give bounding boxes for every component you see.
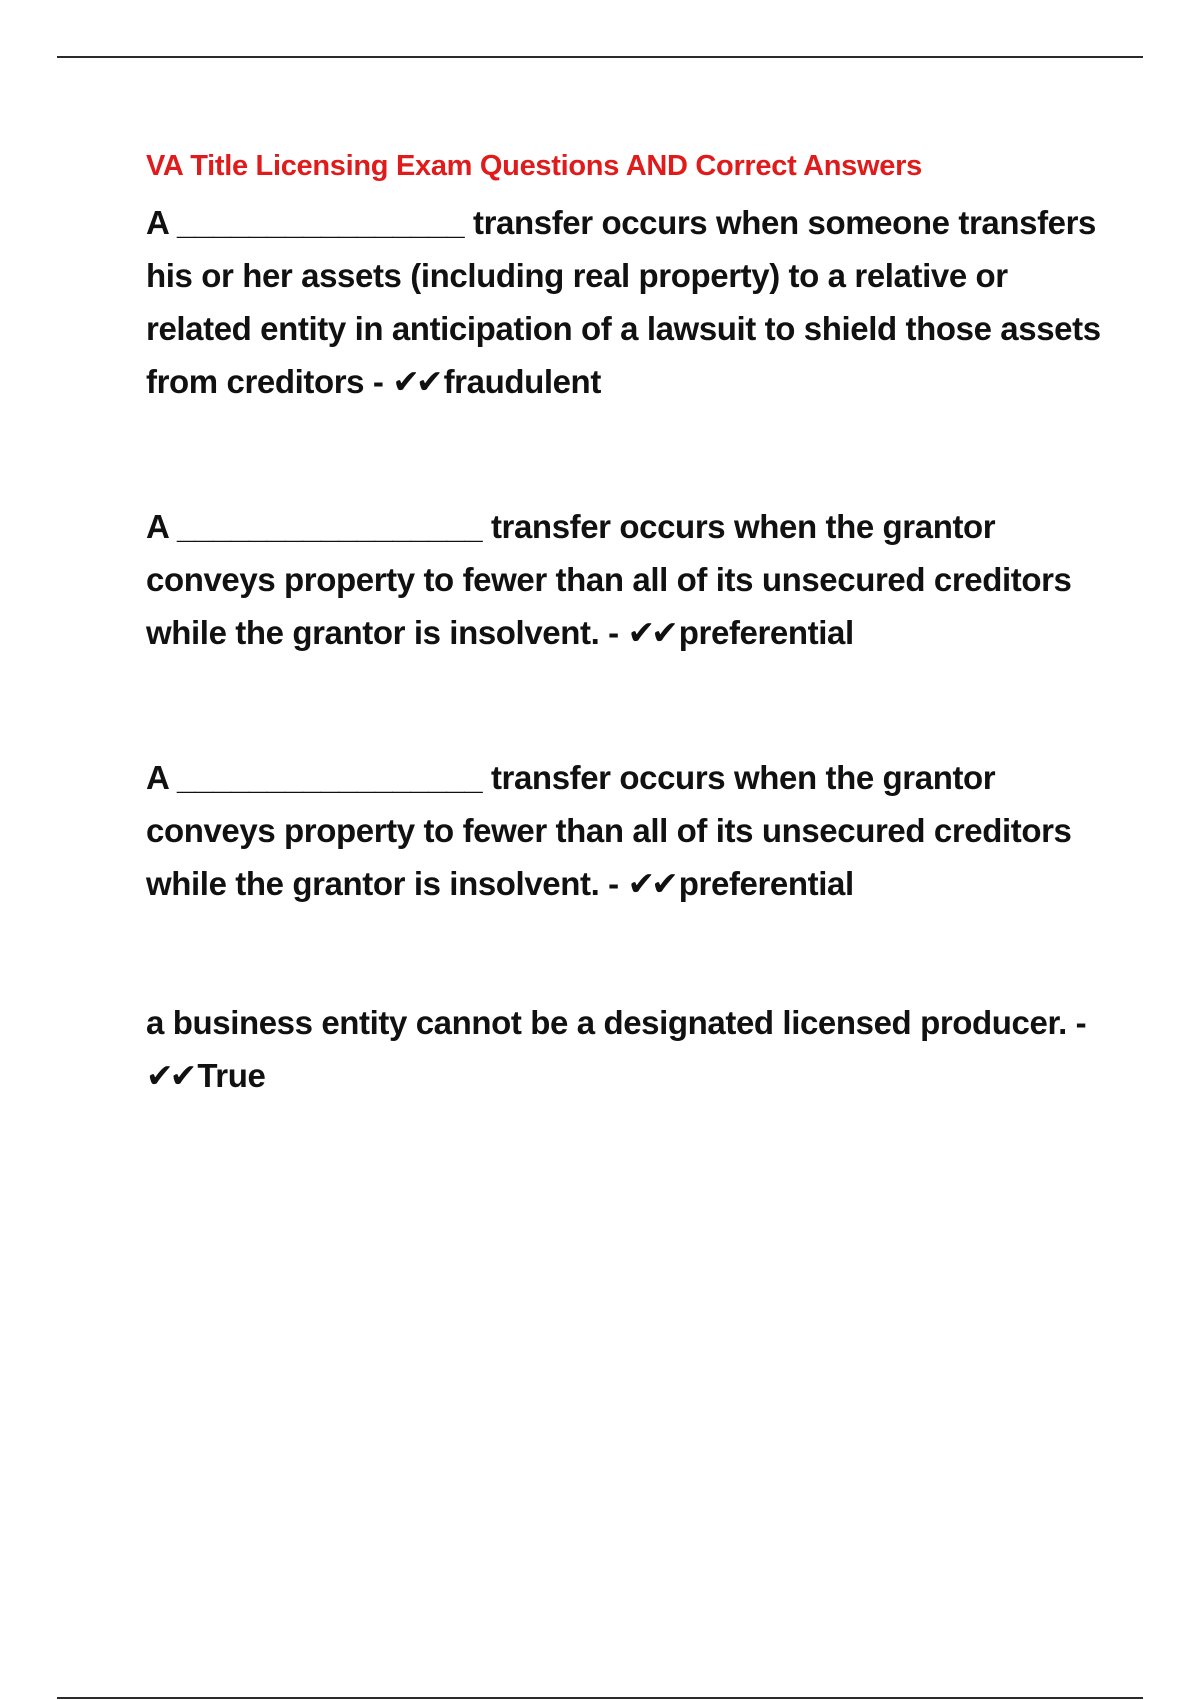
answer-text: True bbox=[197, 1057, 266, 1094]
document-title: VA Title Licensing Exam Questions AND Correct Answers bbox=[146, 150, 922, 182]
qa-item-4 bbox=[146, 996, 1106, 1102]
document-body bbox=[146, 146, 1106, 1102]
footer-rule bbox=[57, 1697, 1143, 1699]
double-check-icon: ✔✔ bbox=[627, 613, 675, 652]
question-text: A _________________ transfer occurs when the grantor conveys property to fewer than all of its unsecured creditors while the grantor is insolvent. - bbox=[146, 759, 1072, 902]
answer-text: fraudulent bbox=[443, 363, 601, 400]
answer-text: preferential bbox=[678, 614, 854, 651]
answer-text: preferential bbox=[678, 865, 854, 902]
question-text: A ________________ transfer occurs when someone transfers his or her assets (including real property) to a relative or related entity in anticipation of a lawsuit to shield those assets from creditors - bbox=[146, 204, 1101, 400]
qa-item-3 bbox=[146, 751, 1106, 910]
qa-item-1 bbox=[146, 196, 1106, 408]
double-check-icon: ✔✔ bbox=[146, 1056, 194, 1095]
double-check-icon: ✔✔ bbox=[392, 362, 440, 401]
question-text: a business entity cannot be a designated licensed producer. - bbox=[146, 1004, 1087, 1041]
double-check-icon: ✔✔ bbox=[627, 864, 675, 903]
question-text: A _________________ transfer occurs when the grantor conveys property to fewer than all of its unsecured creditors while the grantor is insolvent. - bbox=[146, 508, 1072, 651]
header-rule bbox=[57, 56, 1143, 58]
qa-item-2 bbox=[146, 500, 1106, 659]
